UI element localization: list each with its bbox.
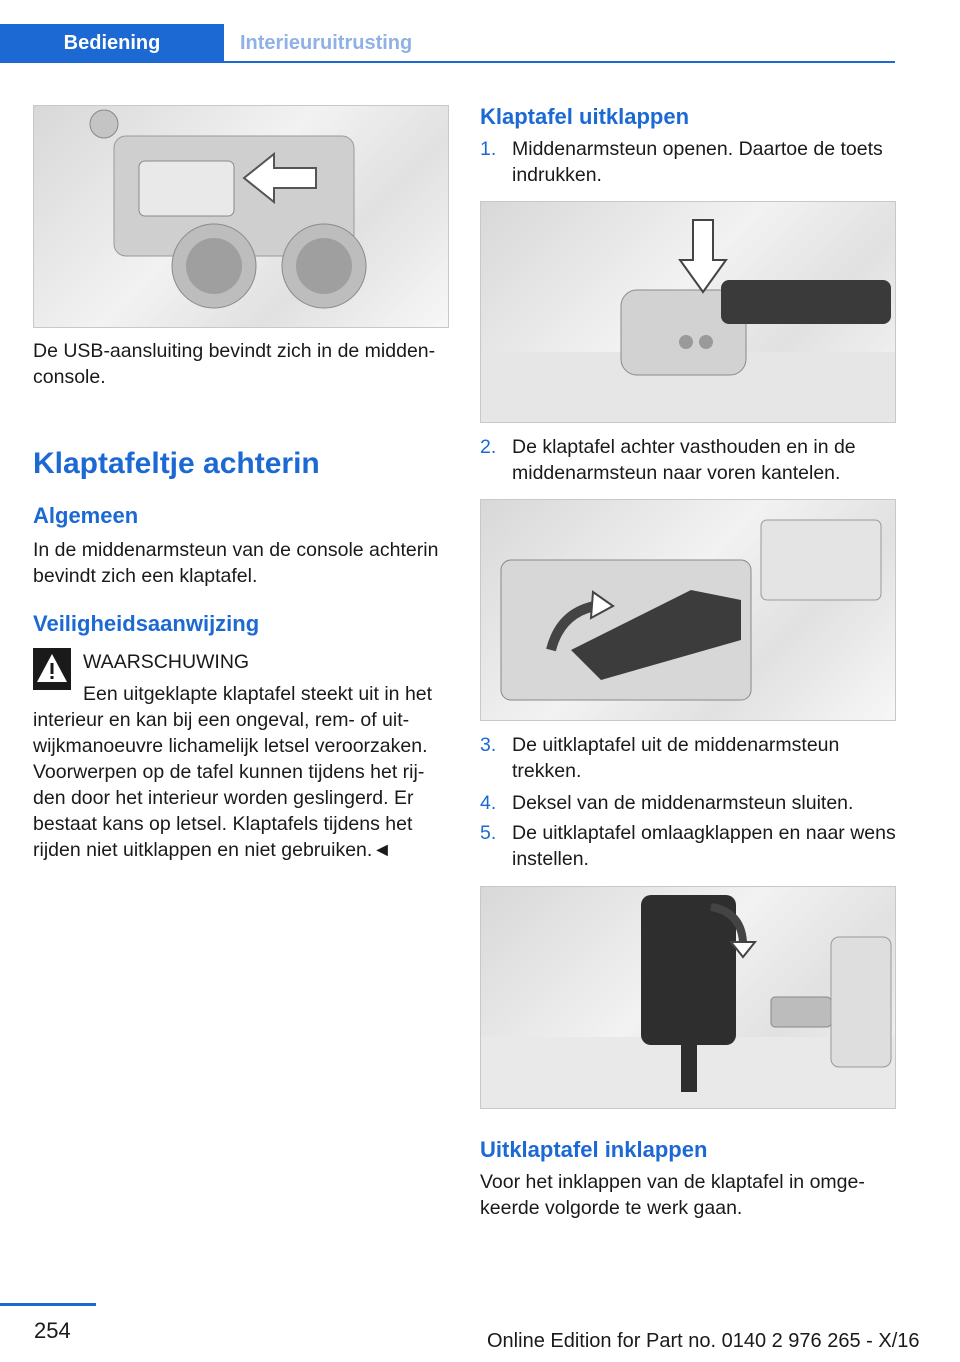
table-unfolded-image [480, 886, 896, 1109]
step-number: 4. [480, 792, 497, 814]
edition-text: Online Edition for Part no. 0140 2 976 265 - X/16 [487, 1330, 920, 1352]
general-heading: Algemeen [33, 503, 139, 528]
step-text: De klaptafel achter vasthouden en in de middenarmsteun naar voren kantelen. [512, 436, 856, 484]
unfold-heading: Klaptafel uitklappen [480, 104, 690, 129]
tab-interieuruitrusting[interactable]: Interieuruitrusting [240, 31, 413, 54]
page-number: 254 [34, 1318, 71, 1343]
armrest-open-image [480, 201, 896, 423]
fold-heading: Uitklaptafel inklappen [480, 1137, 708, 1162]
footer-divider [0, 1303, 96, 1306]
table-tilt-image [480, 499, 896, 721]
list-item [480, 820, 896, 872]
step-text: De uitklaptafel uit de middenarmsteun trekken. [512, 734, 840, 782]
step-text: Deksel van de middenarmsteun sluiten. [512, 792, 854, 814]
usb-caption: De USB-aansluiting bevindt zich in de middenconsole. [33, 340, 436, 388]
fold-text: Voor het inklappen van de klaptafel in omgekeerde volgorde te werk gaan. [480, 1171, 865, 1219]
step-number: 2. [480, 436, 497, 458]
step-text: De uitklaptafel omlaagklappen en naar wens instellen. [512, 822, 896, 870]
list-item [480, 790, 896, 816]
warning-label: WAARSCHUWING [83, 651, 250, 673]
step-text: Middenarmsteun openen. Daartoe de toets indrukken. [512, 138, 883, 186]
section-title: Klaptafeltje achterin [33, 447, 320, 480]
step-number: 3. [480, 734, 497, 756]
warning-text: Een uitgeklapte klaptafel steekt uit in het interieur en kan bij een ongeval, rem- of uitwijkmanoeuvre lichamelijk letsel veroorzaken. Voorwerpen op de tafel kunnen tijdens het rijden door het interieur worden geslingerd. Er bestaat kans op letsel. Klaptafels tijdens het rijden niet uitklappen en niet gebruiken.◄ [33, 683, 433, 861]
step-number: 1. [480, 138, 497, 160]
safety-heading: Veiligheidsaanwijzing [33, 611, 260, 636]
list-item [480, 732, 896, 784]
list-item [480, 136, 896, 188]
usb-console-image [33, 105, 449, 328]
header-divider [0, 61, 895, 63]
step-number: 5. [480, 822, 497, 844]
tab-bediening[interactable]: Bediening [0, 24, 224, 62]
list-item [480, 434, 896, 486]
general-text: In de middenarmsteun van de console achterin bevindt zich een klaptafel. [33, 539, 439, 587]
